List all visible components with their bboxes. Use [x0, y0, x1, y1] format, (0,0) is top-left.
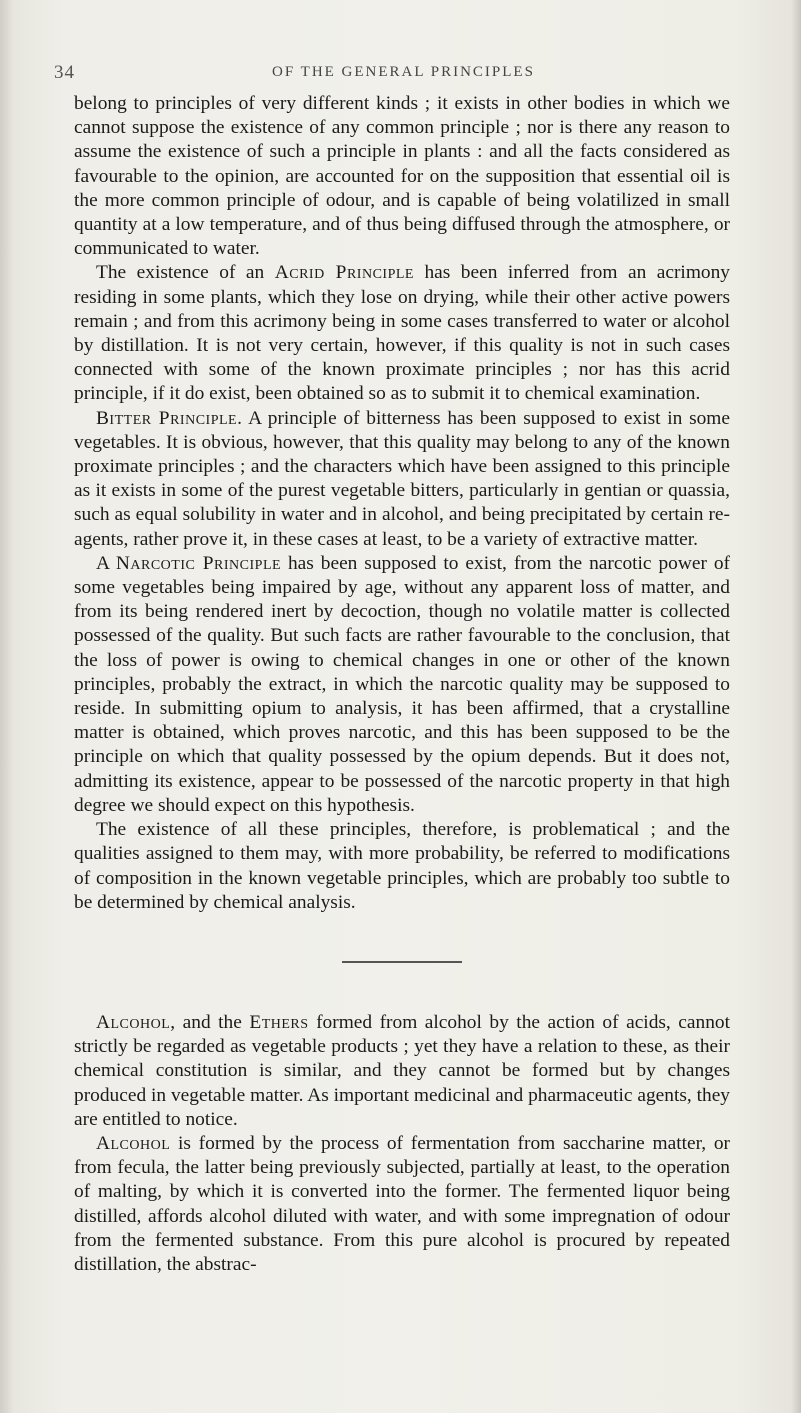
- paragraph-text: The existence of all these principles, therefore, is problematical ; and the qualities assigned to them may, with more probability, be referred to modifications of composition in the known vegetable principles, which are probably too subtle to be determined by chemical analysis.: [74, 819, 730, 913]
- paragraph-joiner: , and the: [170, 1011, 250, 1033]
- section-term: Narcotic Principle: [115, 552, 282, 574]
- paragraph-text: belong to principles of very different kinds ; it exists in other bodies in which we cannot suppose the existence of any common principle ; nor is there any reason to assume the existence of such a principle in plants : and all the facts considered as favourable to the opinion, are accounted for on the supposition that essential oil is the more common principle of odour, and is capable of being volatilized in small quantity at a low temperature, and of thus being diffused through the atmosphere, or communicated to water.: [74, 93, 730, 260]
- section-term: Alcohol: [96, 1132, 171, 1154]
- paragraph-text: formed from alcohol by the action of acids, cannot strictly be regarded as vegetable products ; yet they have a relation to these, as their chemical constitution is similar, and they cannot be formed but by changes produced in vegetable matter. As important medicinal and pharmaceutic agents, they are entitled to notice.: [74, 1011, 730, 1130]
- paragraph-acrid-principle: [74, 261, 730, 406]
- page-header: [54, 62, 781, 86]
- paragraph-text: has been inferred from an acrimony residing in some plants, which they lose on drying, while their other active powers remain ; and from this acrimony being in some cases transferred to water or alcohol by distillation. It is not very certain, however, if this quality is not in such cases connected with some of the known proximate principles ; nor has this acrid principle, if it do exist, been obtained so as to submit it to chemical examination.: [74, 262, 730, 405]
- paragraph-bitter-principle: [74, 407, 730, 552]
- paragraph-odour-continued: [74, 92, 730, 261]
- page-shadow-left: [0, 0, 14, 1413]
- section-term: Acrid Principle: [274, 262, 414, 284]
- page-shadow-right: [791, 0, 801, 1413]
- paragraph-lead: The existence of an: [96, 262, 275, 284]
- section-divider: [342, 961, 462, 963]
- section-term: Ethers: [249, 1011, 309, 1033]
- paragraph-text: A principle of bitterness has been supposed to exist in some vegetables. It is obvious, however, that this quality may belong to any of the known proximate principles ; and the characters which have been assigned to this principle as it exists in some of the purest vegetable bitters, particularly in gentian or quassia, such as equal solubility in water and in alcohol, and being precipitated by certain re-agents, rather prove it, in these cases at least, to be a variety of extractive matter.: [74, 407, 730, 550]
- paragraph-narcotic-principle: [74, 552, 730, 818]
- section-term: Bitter Principle.: [96, 407, 243, 429]
- paragraph-text: is formed by the process of fermentation from saccharine matter, or from fecula, the latter being previously subjected, partially at least, to the operation of malting, by which it is converted into the former. The fermented liquor being distilled, affords alcohol diluted with water, and with some impregnation of odour from the fermented substance. From this pure alcohol is procured by repeated distillation, the abstrac-: [74, 1132, 730, 1275]
- section-term: Alcohol: [96, 1011, 171, 1033]
- paragraph-conclusion: [74, 818, 730, 915]
- page-number: 34: [54, 62, 75, 83]
- paragraph-lead: A: [96, 552, 116, 574]
- running-head: OF THE GENERAL PRINCIPLES: [272, 64, 535, 80]
- paragraph-alcohol-ethers: [74, 1011, 730, 1132]
- body-text: [74, 92, 730, 1277]
- paragraph-text: has been supposed to exist, from the narcotic power of some vegetables being impaired by age, without any apparent loss of matter, and from its being rendered inert by decoction, though no volatile matter is collected possessed of the quality. But such facts are rather favourable to the conclusion, that the loss of power is owing to chemical changes in one or other of the known principles, probably the extract, in which the narcotic quality may be supposed to reside. In submitting opium to analysis, it has been affirmed, that a crystalline matter is obtained, which proves narcotic, and this has been supposed to be the principle on which that quality possessed by the opium depends. But it does not, admitting its existence, appear to be possessed of the narcotic property in that high degree we should expect on this hypothesis.: [74, 552, 730, 816]
- paragraph-alcohol-formation: [74, 1132, 730, 1277]
